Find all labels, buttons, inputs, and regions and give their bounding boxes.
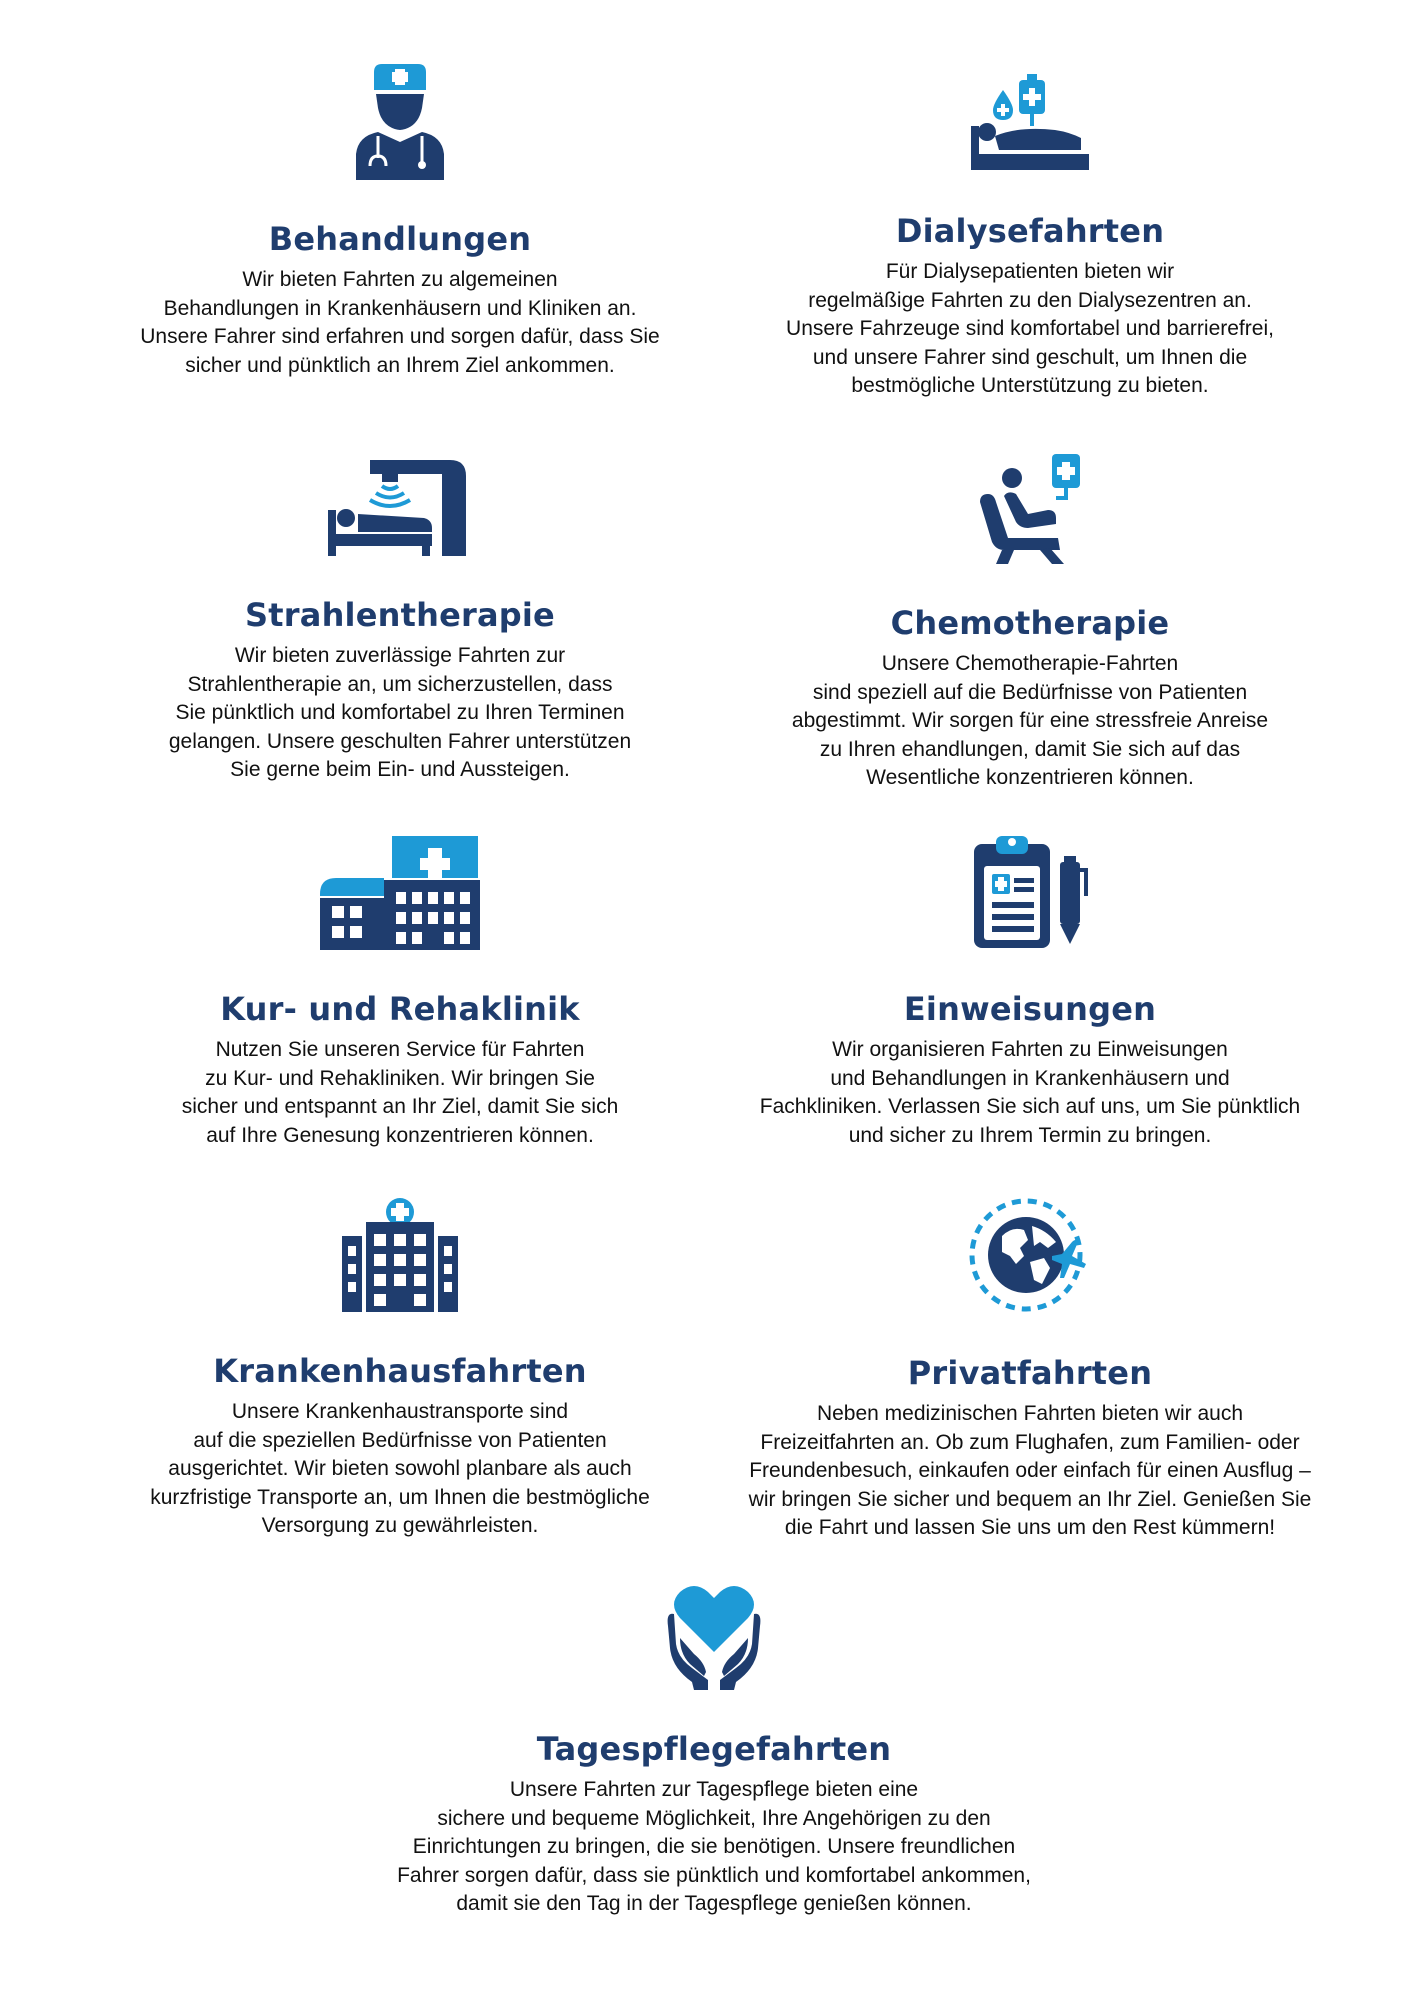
service-description: Unsere Fahrten zur Tagespflege bieten eine sichere und bequeme Möglichkeit, Ihre Angehörigen zu den Einrichtungen zu bringen, die sie benötigen. Unsere freundlichen Fahrer sorgen dafür, dass sie pünktlich und komfortabel ankommen, damit sie den Tag in der Tagespflege genießen können.	[397, 1778, 1031, 1915]
clipboard-icon	[972, 832, 1088, 950]
service-description: Wir organisieren Fahrten zu Einweisungen und Behandlungen in Krankenhäusern und Fachkliniken. Verlassen Sie sich auf uns, um Sie pünktlich und sicher zu Ihrem Termin zu bringen.	[759, 1038, 1301, 1147]
service-description: Für Dialysepatienten bieten wir regelmäßige Fahrten zu den Dialysezentren an. Unsere Fahrzeuge sind komfortabel und barrierefrei, und unsere Fahrer sind geschult, um Ihnen die bestmögliche Unterstützung zu bieten.	[786, 260, 1274, 397]
service-krankenhausfahrten	[100, 1198, 700, 1541]
service-description: Nutzen Sie unseren Service für Fahrten zu Kur- und Rehakliniken. Wir bringen Sie sicher und entspannt an Ihr Ziel, damit Sie sich auf Ihre Genesung konzentrieren können.	[181, 1038, 619, 1147]
service-title: Tagespflegefahrten	[536, 1730, 892, 1768]
clinic-building-icon	[320, 836, 480, 950]
chemotherapy-icon	[978, 454, 1082, 564]
service-strahlentherapie	[100, 460, 700, 785]
service-title: Krankenhausfahrten	[213, 1352, 587, 1390]
service-einweisungen	[720, 832, 1340, 1150]
service-title: Strahlentherapie	[245, 596, 555, 634]
doctor-icon	[354, 62, 446, 180]
dialysis-bed-icon	[969, 74, 1091, 172]
service-dialysefahrten	[720, 74, 1340, 401]
service-tagespflegefahrten	[314, 1582, 1114, 1919]
heart-hands-icon	[664, 1582, 764, 1690]
hospital-icon	[342, 1198, 458, 1312]
service-kur-und-rehaklinik	[100, 836, 700, 1150]
service-privatfahrten	[720, 1196, 1340, 1543]
service-description: Unsere Chemotherapie-Fahrten sind speziell auf die Bedürfnisse von Patienten abgestimmt. Wir sorgen für eine stressfreie Anreise zu Ihren ehandlungen, damit Sie sich auf das Wesentliche konzentrieren können.	[791, 652, 1269, 789]
radiation-therapy-icon	[326, 460, 474, 556]
service-description: Wir bieten zuverlässige Fahrten zur Strahlentherapie an, um sicherzustellen, dass Sie pünktlich und komfortabel zu Ihren Terminen gelangen. Unsere geschulten Fahrer unterstützen Sie gerne beim Ein- und Aussteigen.	[168, 644, 632, 781]
service-title: Privatfahrten	[907, 1354, 1153, 1392]
service-behandlungen	[100, 62, 700, 380]
service-title: Dialysefahrten	[895, 212, 1165, 250]
service-title: Chemotherapie	[890, 604, 1170, 642]
service-description: Wir bieten Fahrten zu algemeinen Behandlungen in Krankenhäusern und Kliniken an. Unsere Fahrer sind erfahren und sorgen dafür, dass Sie sicher und pünktlich an Ihrem Ziel ankommen.	[140, 268, 660, 377]
service-description: Neben medizinischen Fahrten bieten wir auch Freizeitfahrten an. Ob zum Flughafen, zum Familien- oder Freundenbesuch, einkaufen oder einfach für einen Ausflug – wir bringen Sie sicher und bequem an Ihr Ziel. Genießen Sie die Fahrt und lassen Sie uns um den Rest kümmern!	[748, 1402, 1312, 1539]
globe-plane-icon	[968, 1196, 1092, 1314]
service-title: Einweisungen	[903, 990, 1157, 1028]
service-title: Behandlungen	[268, 220, 532, 258]
service-title: Kur- und Rehaklinik	[220, 990, 580, 1028]
service-chemotherapie	[720, 454, 1340, 793]
service-description: Unsere Krankenhaustransporte sind auf die speziellen Bedürfnisse von Patienten ausgerichtet. Wir bieten sowohl planbare als auch kurzfristige Transporte an, um Ihnen die bestmögliche Versorgung zu gewährleisten.	[150, 1400, 650, 1537]
